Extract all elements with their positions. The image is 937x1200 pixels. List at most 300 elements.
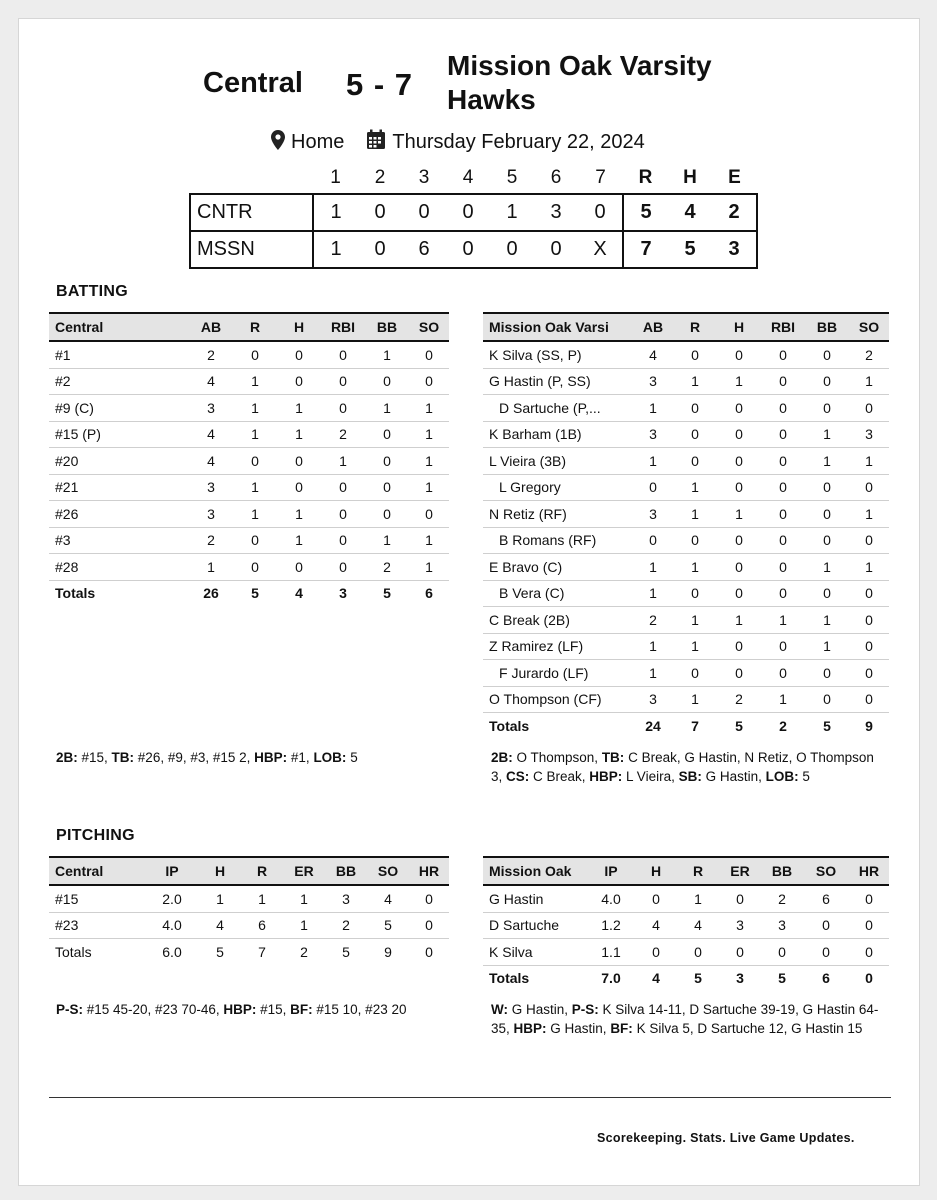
totals-label: Totals <box>49 939 145 965</box>
pitching-notes-mission-oak <box>491 1000 886 1038</box>
table-row <box>49 368 449 395</box>
away-team-name: Mission Oak Varsity Hawks <box>447 50 712 116</box>
stat-cell: 2 <box>633 607 673 634</box>
stat-cell: 1 <box>409 554 449 581</box>
stat-cell: 0 <box>673 527 717 554</box>
location-pin-icon <box>271 130 285 156</box>
column-header: R <box>677 857 719 885</box>
totals-row <box>483 965 889 991</box>
table-row <box>483 368 889 395</box>
batting-notes-mission-oak <box>491 748 881 786</box>
player-name: #15 (P) <box>49 421 189 448</box>
inning-score: X <box>578 231 623 268</box>
stat-cell: 0 <box>761 660 805 687</box>
table-header-row <box>483 313 889 341</box>
game-date: Thursday February 22, 2024 <box>392 131 645 153</box>
table-row <box>483 885 889 912</box>
inning-header: 1 <box>330 167 341 188</box>
inning-header: 2 <box>374 167 386 188</box>
column-header: R <box>233 313 277 341</box>
stat-cell: 3 <box>849 421 889 448</box>
stat-cell: 0 <box>761 633 805 660</box>
batting-notes-central <box>56 748 451 767</box>
total-cell: 3 <box>321 580 365 606</box>
stat-cell: 1 <box>365 527 409 554</box>
stat-cell: 0 <box>321 395 365 422</box>
player-name: K Silva (SS, P) <box>483 341 633 368</box>
stat-cell: 0 <box>409 885 449 912</box>
stat-cell: 0 <box>849 939 889 966</box>
stat-cell: 0 <box>321 474 365 501</box>
table-header-row <box>49 857 449 885</box>
total-cell: 9 <box>849 713 889 739</box>
note-key: W: <box>491 1002 508 1017</box>
table-row <box>49 912 449 939</box>
player-name: #1 <box>49 341 189 368</box>
stat-cell: 0 <box>277 368 321 395</box>
table-row <box>483 686 889 713</box>
line-score-total: 2 <box>712 194 757 231</box>
final-score: 5 - 7 <box>346 67 414 102</box>
stat-cell: 1 <box>849 368 889 395</box>
runs-header: R <box>638 167 653 188</box>
hits-header: H <box>683 167 697 188</box>
stat-cell: 2 <box>325 912 367 939</box>
note-key: LOB: <box>313 750 347 765</box>
stat-cell: 0 <box>805 580 849 607</box>
note-value: #26, #9, #3, #15 2, <box>134 750 255 765</box>
column-header: BB <box>761 857 803 885</box>
stat-cell: 1 <box>241 885 283 912</box>
stat-cell: 0 <box>849 633 889 660</box>
stat-cell: 0 <box>717 580 761 607</box>
player-name: E Bravo (C) <box>483 554 633 581</box>
total-cell: 5 <box>717 713 761 739</box>
note-value: #15 10, #23 20 <box>312 1002 407 1017</box>
note-key: CS: <box>506 769 530 784</box>
stat-cell: 0 <box>849 474 889 501</box>
game-info <box>271 129 645 156</box>
stat-cell: 1 <box>761 686 805 713</box>
totals-row <box>49 939 449 965</box>
stat-cell: 1 <box>677 885 719 912</box>
total-cell: 5 <box>199 939 241 965</box>
note-key: HBP: <box>223 1002 257 1017</box>
stat-cell: 0 <box>321 341 365 368</box>
stat-cell: 1 <box>633 633 673 660</box>
column-header: H <box>277 313 321 341</box>
stat-cell: 0 <box>717 474 761 501</box>
inning-score: 1 <box>313 231 358 268</box>
inning-header: 4 <box>462 167 474 188</box>
column-header: HR <box>409 857 449 885</box>
total-cell: 5 <box>233 580 277 606</box>
total-cell: 7 <box>673 713 717 739</box>
note-value: 5 <box>346 750 358 765</box>
stat-cell: 1 <box>409 395 449 422</box>
stat-cell: 0 <box>805 686 849 713</box>
stat-cell: 0 <box>761 395 805 422</box>
table-row <box>483 633 889 660</box>
line-score-team: CNTR <box>190 194 313 231</box>
note-value: #15, <box>77 750 112 765</box>
stat-cell: 0 <box>365 501 409 528</box>
stat-cell: 0 <box>717 660 761 687</box>
note-key: BF: <box>610 1021 633 1036</box>
stat-cell: 1 <box>805 633 849 660</box>
stat-cell: 0 <box>277 554 321 581</box>
note-value: G Hastin, <box>701 769 766 784</box>
stat-cell: 4 <box>199 912 241 939</box>
stat-cell: 3 <box>633 501 673 528</box>
line-score-team: MSSN <box>190 231 313 268</box>
player-name: #3 <box>49 527 189 554</box>
table-row <box>483 660 889 687</box>
stat-cell: 2 <box>761 885 803 912</box>
stat-cell: 1 <box>805 421 849 448</box>
stat-cell: 1 <box>673 686 717 713</box>
batting-section-title: BATTING <box>56 283 129 300</box>
player-name: G Hastin <box>483 885 587 912</box>
stat-cell: 1 <box>717 607 761 634</box>
player-name: #15 <box>49 885 145 912</box>
total-cell: 0 <box>849 965 889 991</box>
note-key: HBP: <box>513 1021 547 1036</box>
table-row <box>483 939 889 966</box>
stat-cell: 1 <box>283 912 325 939</box>
stat-cell: 3 <box>633 421 673 448</box>
column-header: Central <box>49 313 189 341</box>
stat-cell: 0 <box>761 527 805 554</box>
stat-cell: 1 <box>409 474 449 501</box>
table-row <box>483 395 889 422</box>
stat-cell: 0 <box>717 395 761 422</box>
stat-cell: 1 <box>365 341 409 368</box>
stat-cell: 1.1 <box>587 939 635 966</box>
total-cell: 0 <box>409 939 449 965</box>
stat-cell: 0 <box>635 885 677 912</box>
stat-cell: 0 <box>805 501 849 528</box>
home-team-name: Central <box>203 67 303 99</box>
box-score-page <box>18 18 920 1186</box>
totals-row <box>49 580 449 606</box>
stat-cell: 2 <box>849 341 889 368</box>
stat-cell: 1 <box>717 501 761 528</box>
note-key: P-S: <box>56 1002 83 1017</box>
column-header: SO <box>409 313 449 341</box>
stat-cell: 0 <box>805 341 849 368</box>
player-name: #2 <box>49 368 189 395</box>
player-name: Z Ramirez (LF) <box>483 633 633 660</box>
stat-cell: 1 <box>199 885 241 912</box>
player-name: #26 <box>49 501 189 528</box>
stat-cell: 0 <box>365 448 409 475</box>
column-header: R <box>241 857 283 885</box>
stat-cell: 0 <box>849 660 889 687</box>
stat-cell: 0 <box>677 939 719 966</box>
player-name: #20 <box>49 448 189 475</box>
line-score-total: 4 <box>668 194 712 231</box>
note-value: K Silva 5, D Sartuche 12, G Hastin 15 <box>632 1021 863 1036</box>
inning-score: 0 <box>490 231 534 268</box>
note-value: 5 <box>798 769 810 784</box>
stat-cell: 2.0 <box>145 885 199 912</box>
stat-cell: 1 <box>321 448 365 475</box>
stat-cell: 1 <box>277 395 321 422</box>
stat-cell: 0 <box>719 885 761 912</box>
table-row <box>483 527 889 554</box>
line-score-total: 5 <box>668 231 712 268</box>
player-name: L Gregory <box>483 474 633 501</box>
stat-cell: 1 <box>633 448 673 475</box>
stat-cell: 0 <box>761 421 805 448</box>
stat-cell: 0 <box>761 580 805 607</box>
stat-cell: 1 <box>761 607 805 634</box>
inning-header: 5 <box>506 167 518 188</box>
player-name: B Vera (C) <box>483 580 633 607</box>
stat-cell: 1 <box>805 607 849 634</box>
note-key: HBP: <box>254 750 288 765</box>
stat-cell: 3 <box>761 912 803 939</box>
stat-cell: 0 <box>803 939 849 966</box>
stat-cell: 1 <box>409 527 449 554</box>
calendar-icon <box>366 129 386 156</box>
column-header: HR <box>849 857 889 885</box>
line-score-total: 7 <box>623 231 668 268</box>
inning-score: 1 <box>313 194 358 231</box>
stat-cell: 0 <box>321 527 365 554</box>
stat-cell: 3 <box>189 501 233 528</box>
stat-cell: 1 <box>633 580 673 607</box>
inning-score: 3 <box>534 194 578 231</box>
inning-score: 0 <box>358 231 402 268</box>
player-name: B Romans (RF) <box>483 527 633 554</box>
table-row <box>49 527 449 554</box>
stat-cell: 0 <box>805 527 849 554</box>
total-cell: 4 <box>277 580 321 606</box>
errors-header: E <box>728 167 741 188</box>
column-header: H <box>199 857 241 885</box>
note-key: TB: <box>111 750 135 765</box>
player-name: #21 <box>49 474 189 501</box>
total-cell: 2 <box>283 939 325 965</box>
note-key: LOB: <box>765 769 799 784</box>
inning-score: 0 <box>534 231 578 268</box>
stat-cell: 0 <box>849 527 889 554</box>
column-header: BB <box>325 857 367 885</box>
stat-cell: 0 <box>805 660 849 687</box>
pitching-table-mission-oak <box>483 856 889 991</box>
stat-cell: 2 <box>189 341 233 368</box>
stat-cell: 1 <box>233 421 277 448</box>
note-value: C Break, G Hastin, N Retiz, O Thompson 3, <box>491 750 874 784</box>
inning-header: 6 <box>550 167 562 188</box>
stat-cell: 1 <box>673 368 717 395</box>
stat-cell: 4.0 <box>587 885 635 912</box>
stat-cell: 3 <box>189 474 233 501</box>
stat-cell: 0 <box>409 341 449 368</box>
stat-cell: 0 <box>717 448 761 475</box>
stat-cell: 0 <box>761 368 805 395</box>
table-row <box>49 448 449 475</box>
stat-cell: 0 <box>673 395 717 422</box>
total-cell: 7.0 <box>587 965 635 991</box>
note-value: O Thompson, <box>512 750 602 765</box>
stat-cell: 0 <box>321 501 365 528</box>
stat-cell: 0 <box>277 448 321 475</box>
note-key: P-S: <box>571 1002 599 1017</box>
stat-cell: 1 <box>633 554 673 581</box>
line-score <box>189 163 758 269</box>
stat-cell: 0 <box>717 527 761 554</box>
stat-cell: 1 <box>673 554 717 581</box>
pitching-notes-central <box>56 1000 451 1019</box>
table-row <box>49 421 449 448</box>
note-key: 2B: <box>491 750 513 765</box>
column-header: Central <box>49 857 145 885</box>
stat-cell: 0 <box>849 580 889 607</box>
line-score-total: 3 <box>712 231 757 268</box>
stat-cell: 1 <box>277 527 321 554</box>
stat-cell: 0 <box>409 368 449 395</box>
player-name: D Sartuche (P,... <box>483 395 633 422</box>
table-row <box>483 554 889 581</box>
stat-cell: 2 <box>189 527 233 554</box>
table-row <box>49 341 449 368</box>
stat-cell: 0 <box>409 912 449 939</box>
totals-label: Totals <box>49 580 189 606</box>
stat-cell: 1 <box>409 421 449 448</box>
line-score-header <box>190 163 757 194</box>
stat-cell: 1 <box>365 395 409 422</box>
inning-score: 6 <box>402 231 446 268</box>
line-score-row <box>190 231 757 268</box>
stat-cell: 1 <box>277 501 321 528</box>
note-value: C Break, <box>529 769 590 784</box>
stat-cell: 4 <box>189 448 233 475</box>
stat-cell: 0 <box>717 341 761 368</box>
stat-cell: 4 <box>633 341 673 368</box>
stat-cell: 0 <box>761 554 805 581</box>
stat-cell: 4 <box>189 368 233 395</box>
game-location: Home <box>291 131 345 153</box>
note-value: #15, <box>256 1002 291 1017</box>
stat-cell: 3 <box>633 686 673 713</box>
stat-cell: 0 <box>673 448 717 475</box>
inning-score: 1 <box>490 194 534 231</box>
batting-table-central <box>49 312 449 606</box>
stat-cell: 2 <box>365 554 409 581</box>
stat-cell: 1.2 <box>587 912 635 939</box>
stat-cell: 5 <box>367 912 409 939</box>
stat-cell: 0 <box>719 939 761 966</box>
note-value: K Silva 14-11, D Sartuche 39-19, G Hastin 64-35, <box>491 1002 879 1036</box>
stat-cell: 0 <box>803 912 849 939</box>
stat-cell: 4 <box>677 912 719 939</box>
inning-score: 0 <box>446 194 490 231</box>
stat-cell: 0 <box>321 554 365 581</box>
stat-cell: 0 <box>633 474 673 501</box>
total-cell: 4 <box>635 965 677 991</box>
table-row <box>49 501 449 528</box>
stat-cell: 1 <box>805 554 849 581</box>
note-value: G Hastin, <box>508 1002 572 1017</box>
player-name: N Retiz (RF) <box>483 501 633 528</box>
total-cell: 6 <box>803 965 849 991</box>
stat-cell: 1 <box>633 395 673 422</box>
column-header: RBI <box>761 313 805 341</box>
column-header: IP <box>587 857 635 885</box>
note-key: HBP: <box>589 769 623 784</box>
stat-cell: 0 <box>277 474 321 501</box>
stat-cell: 0 <box>673 421 717 448</box>
footer-tagline: Scorekeeping. Stats. Live Game Updates. <box>597 1131 855 1145</box>
stat-cell: 1 <box>673 474 717 501</box>
inning-score: 0 <box>446 231 490 268</box>
column-header: SO <box>849 313 889 341</box>
column-header: RBI <box>321 313 365 341</box>
stat-cell: 4 <box>367 885 409 912</box>
column-header: ER <box>719 857 761 885</box>
table-row <box>483 448 889 475</box>
table-row <box>483 421 889 448</box>
stat-cell: 0 <box>761 341 805 368</box>
note-value: L Vieira, <box>622 769 679 784</box>
column-header: R <box>673 313 717 341</box>
stat-cell: 2 <box>321 421 365 448</box>
stat-cell: 0 <box>805 368 849 395</box>
inning-score: 0 <box>402 194 446 231</box>
stat-cell: 0 <box>277 341 321 368</box>
player-name: K Silva <box>483 939 587 966</box>
stat-cell: 0 <box>233 448 277 475</box>
note-value: #15 45-20, #23 70-46, <box>83 1002 224 1017</box>
total-cell: 5 <box>677 965 719 991</box>
stat-cell: 4.0 <box>145 912 199 939</box>
table-row <box>483 912 889 939</box>
note-value: G Hastin, <box>546 1021 611 1036</box>
total-cell: 26 <box>189 580 233 606</box>
table-row <box>483 474 889 501</box>
stat-cell: 3 <box>633 368 673 395</box>
column-header: Mission Oak Varsi <box>483 313 633 341</box>
table-row <box>49 885 449 912</box>
stat-cell: 0 <box>233 554 277 581</box>
note-key: TB: <box>601 750 625 765</box>
stat-cell: 0 <box>717 554 761 581</box>
stat-cell: 1 <box>805 448 849 475</box>
column-header: Mission Oak <box>483 857 587 885</box>
stat-cell: 1 <box>233 474 277 501</box>
column-header: IP <box>145 857 199 885</box>
player-name: #28 <box>49 554 189 581</box>
player-name: #23 <box>49 912 145 939</box>
totals-label: Totals <box>483 713 633 739</box>
stat-cell: 0 <box>233 341 277 368</box>
stat-cell: 0 <box>673 580 717 607</box>
player-name: #9 (C) <box>49 395 189 422</box>
pitching-table-central <box>49 856 449 965</box>
column-header: BB <box>805 313 849 341</box>
stat-cell: 0 <box>761 501 805 528</box>
note-key: SB: <box>678 769 702 784</box>
stat-cell: 0 <box>805 474 849 501</box>
stat-cell: 3 <box>189 395 233 422</box>
stat-cell: 3 <box>325 885 367 912</box>
column-header: SO <box>803 857 849 885</box>
player-name: C Break (2B) <box>483 607 633 634</box>
total-cell: 5 <box>805 713 849 739</box>
